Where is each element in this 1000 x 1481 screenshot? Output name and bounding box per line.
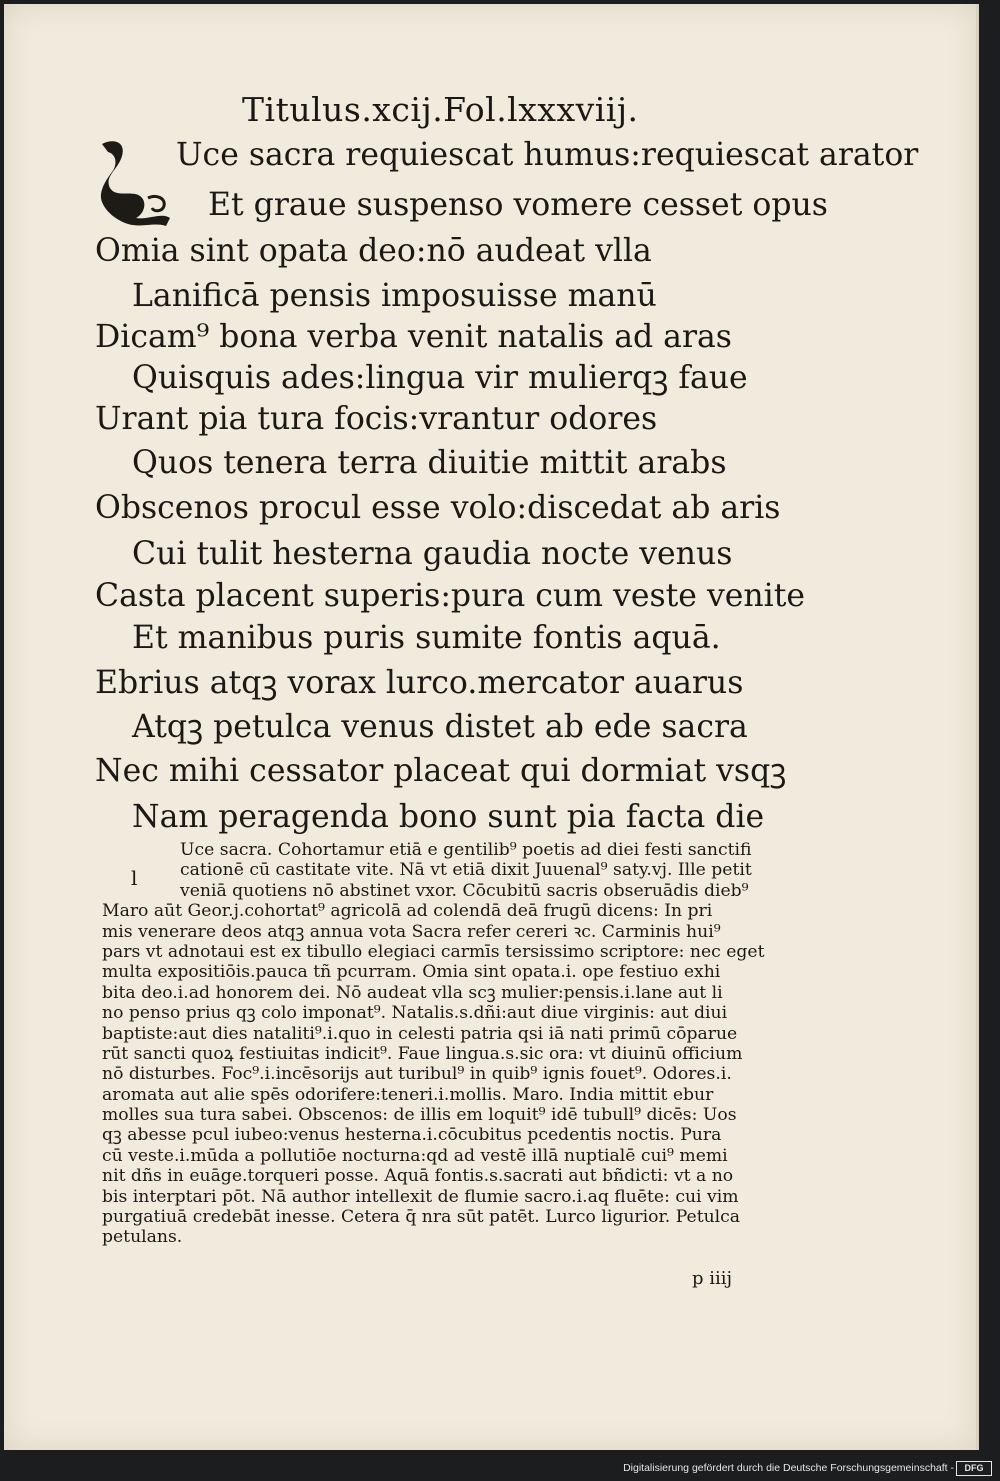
verse-line: Cui tulit hesterna gaudia nocte venus [132, 536, 733, 572]
commentary-marker: l [131, 866, 138, 890]
verse-line: Atqꝫ petulca venus distet ab ede sacra [132, 709, 748, 745]
page-header: Titulus.xcij.Fol.lxxxviij. [242, 90, 639, 129]
commentary-line: bis interptari pōt. Nā author intellexit de flumie sacro.i.aq fluēte: cui vim [102, 1186, 739, 1207]
verse-line: Quisquis ades:lingua vir mulierqꝫ faue [132, 360, 748, 396]
verse-line: Lanificā pensis imposuisse manū [132, 278, 657, 314]
verse-line: Ebrius atqꝫ vorax lurco.mercator auarus [95, 665, 744, 701]
commentary-line: aromata aut alie spēs odorifere:teneri.i.mollis. Maro. India mittit ebur [102, 1084, 714, 1105]
footer-bar [0, 1452, 1000, 1481]
verse-line: Uce sacra requiescat humus:requiescat arator [176, 137, 919, 173]
commentary-line: baptiste:aut dies nataliti⁹.i.quo in celesti patria qsi iā nati primū cōparue [102, 1023, 738, 1044]
decorated-initial-icon [92, 136, 174, 230]
commentary-line: cationē cū castitate vite. Nā vt etiā dixit Juuenal⁹ saty.vj. Ille petit [180, 860, 752, 881]
verse-line: Casta placent superis:pura cum veste venite [95, 578, 806, 614]
commentary-line: veniā quotiens nō abstinet vxor. Cōcubitū sacris obseruādis dieb⁹ [180, 880, 749, 901]
verse-line: Et graue suspenso vomere cesset opus [208, 187, 828, 223]
commentary-line: bita deo.i.ad honorem dei. Nō audeat vlla scꝫ mulier:pensis.i.lane aut li [102, 982, 723, 1003]
verse-line: Nam peragenda bono sunt pia facta die [132, 799, 765, 835]
commentary-line: molles sua tura sabei. Obscenos: de illis em loquit⁹ idē tubull⁹ dicēs: Uos [102, 1105, 737, 1126]
commentary-line: qꝫ abesse pcul iubeo:venus hesterna.i.cōcubitus pcedentis noctis. Pura [102, 1125, 722, 1146]
commentary-line: petulans. [102, 1227, 183, 1248]
verse-line: Dicam⁹ bona verba venit natalis ad aras [95, 319, 732, 355]
dfg-logo-icon[interactable]: DFG [956, 1461, 992, 1476]
commentary-block [102, 840, 822, 1248]
commentary-line: Maro aūt Geor.j.cohortat⁹ agricolā ad colendā deā frugū dicens: In pri [102, 901, 713, 922]
verse-line: Nec mihi cessator placeat qui dormiat vsqꝫ [95, 753, 787, 789]
commentary-line: mis venerare deos atqꝫ annua vota Sacra refer cereri ꝛc. Carminis hui⁹ [102, 921, 721, 942]
commentary-line: cū veste.i.mūda a pollutiōe nocturna:qd ad vestē illā nuptialē cui⁹ memi [102, 1145, 728, 1166]
commentary-line: no penso prius qꝫ colo imponat⁹. Natalis.s.dñi:aut diue virginis: aut diui [102, 1003, 728, 1024]
commentary-line: purgatiuā credebāt inesse. Cetera q̄ nra sūt patēt. Lurco ligurior. Petulca [102, 1207, 741, 1228]
commentary-line: pars vt adnotaui est ex tibullo elegiaci carmīs tersissimo scriptore: nec eget [102, 941, 765, 962]
commentary-line: nō disturbes. Foc⁹.i.incēsorijs aut turibul⁹ in quib⁹ ignis fouet⁹. Odores.i. [102, 1064, 732, 1085]
signature-mark: p iiij [692, 1268, 733, 1289]
funding-notice: Digitalisierung gefördert durch die Deutsche Forschungsgemeinschaft - [623, 1462, 954, 1474]
commentary-line: multa expositiōis.pauca tñ pcurram. Omia sint opata.i. ope festiuo exhi [102, 962, 721, 983]
commentary-line: nit dñs in euāge.torqueri posse. Aquā fontis.s.sacrati aut bñdicti: vt a no [102, 1166, 734, 1187]
commentary-line: rūt sancti quoꝝ festiuitas indicit⁹. Faue lingua.s.sic ora: vt diuinū officium [102, 1043, 743, 1064]
verse-line: Omia sint opata deo:nō audeat vlla [95, 233, 652, 269]
verse-line: Quos tenera terra diuitie mittit arabs [132, 445, 727, 481]
commentary-line: Uce sacra. Cohortamur etiā e gentilib⁹ poetis ad diei festi sanctifi [180, 840, 752, 860]
book-page [4, 4, 979, 1450]
verse-line: Et manibus puris sumite fontis aquā. [132, 620, 721, 656]
verse-line: Urant pia tura focis:vrantur odores [95, 401, 658, 437]
verse-line: Obscenos procul esse volo:discedat ab aris [95, 490, 781, 526]
